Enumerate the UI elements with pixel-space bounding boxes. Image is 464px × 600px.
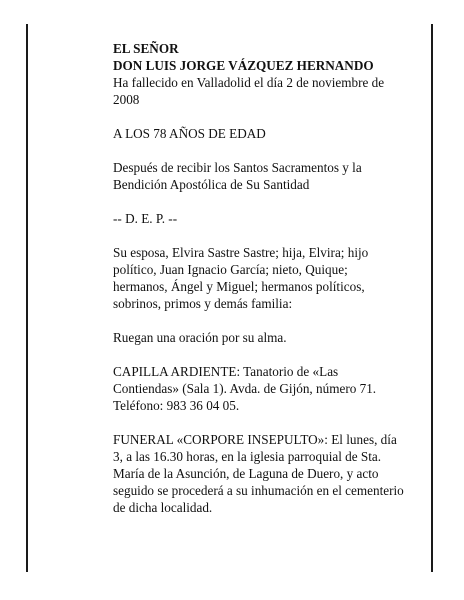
family-list: Su esposa, Elvira Sastre Sastre; hija, Elvira; hijo político, Juan Ignacio García; nieto, Quique; hermanos, Ángel y Miguel; hermanos políticos, sobrinos, primos y demás familia: <box>113 245 369 311</box>
age-line: A LOS 78 AÑOS DE EDAD <box>113 126 266 141</box>
left-border-rule <box>26 24 28 572</box>
prayer-request: Ruegan una oración por su alma. <box>113 330 287 345</box>
funeral-info: FUNERAL «CORPORE INSEPULTO»: El lunes, día 3, a las 16.30 horas, en la iglesia parroquial de Sta. María de la Asunción, de Laguna de Duero, y acto seguido se procederá a su inhumación en el cementerio de dicha localidad. <box>113 432 404 515</box>
sacraments-text: Después de recibir los Santos Sacramentos y la Bendición Apostólica de Su Santidad <box>113 160 362 192</box>
obituary-notice <box>113 40 405 516</box>
death-info: Ha fallecido en Valladolid el día 2 de noviembre de 2008 <box>113 75 385 107</box>
notice-title: EL SEÑOR <box>113 41 179 56</box>
chapel-info: CAPILLA ARDIENTE: Tanatorio de «Las Contiendas» (Sala 1). Avda. de Gijón, número 71. Teléfono: 983 36 04 05. <box>113 364 377 413</box>
rip-line: -- D. E. P. -- <box>113 211 178 226</box>
right-border-rule <box>431 24 433 572</box>
deceased-name: DON LUIS JORGE VÁZQUEZ HERNANDO <box>113 58 374 73</box>
